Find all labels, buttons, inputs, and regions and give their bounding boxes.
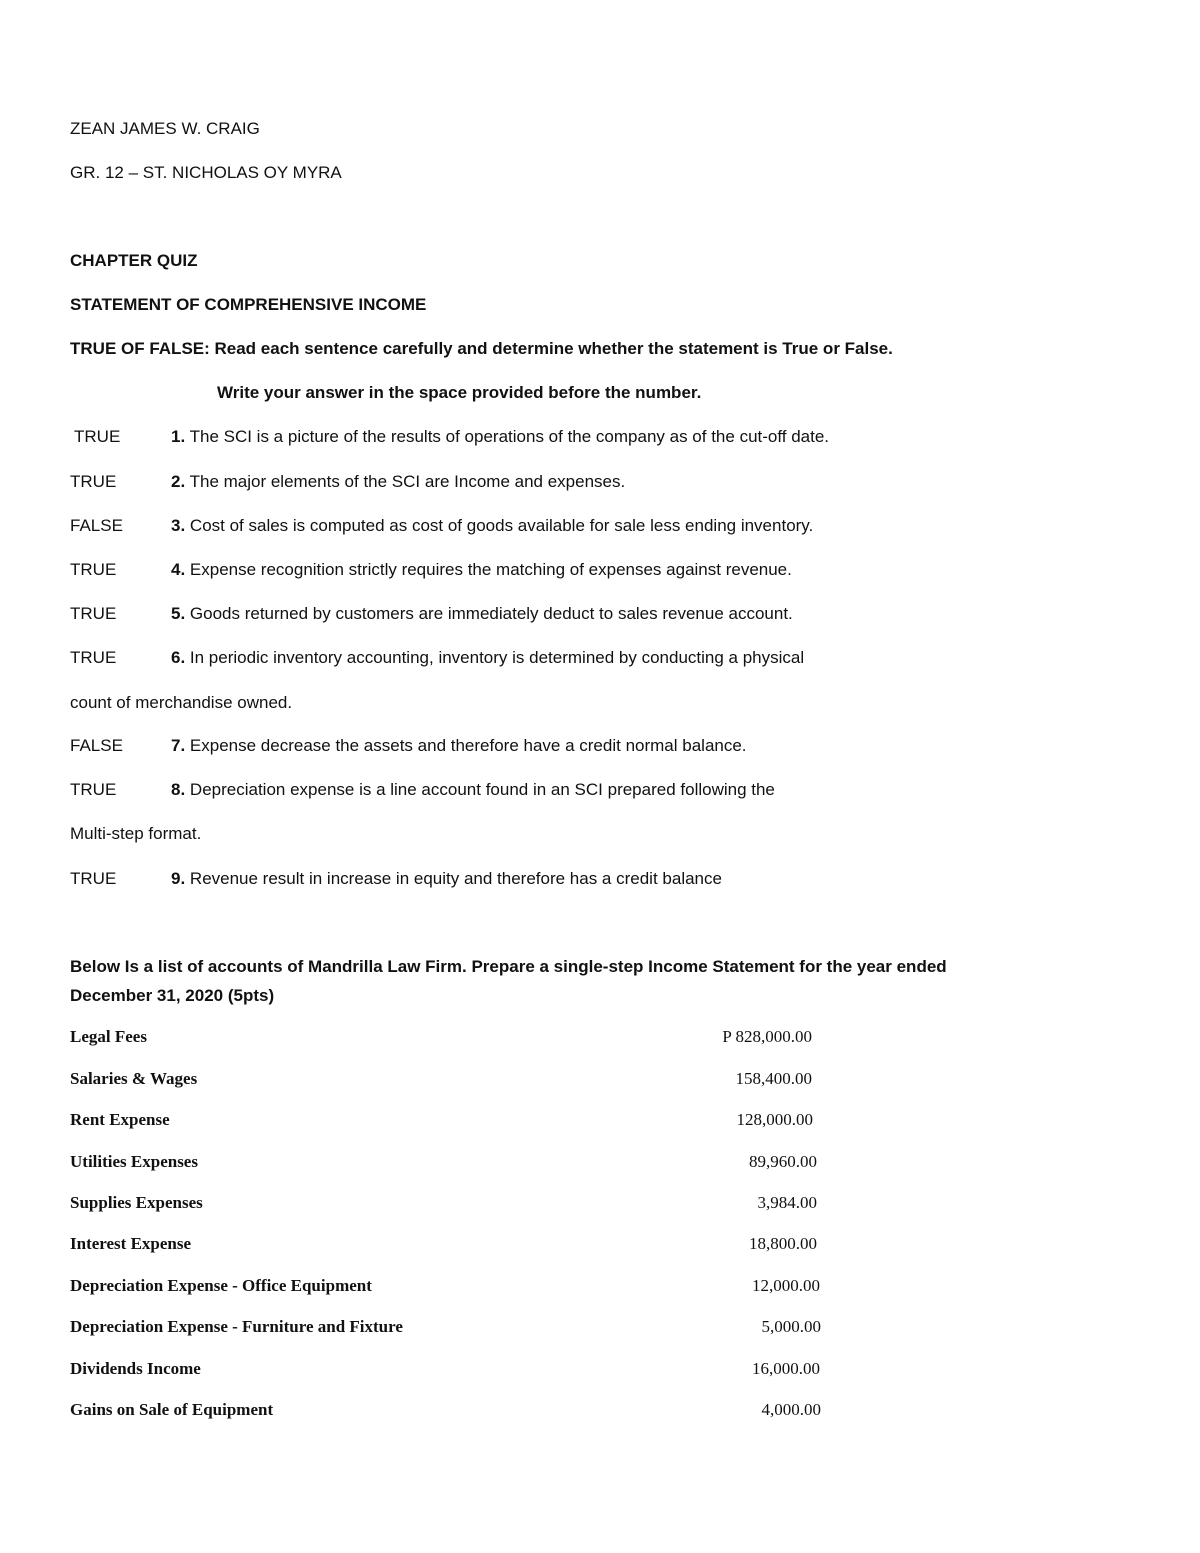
question-2	[171, 471, 625, 493]
problem-prompt-line-1: Below Is a list of accounts of Mandrilla Law Firm. Prepare a single-step Income Statement for the year ended	[70, 957, 947, 976]
topic-title: STATEMENT OF COMPREHENSIVE INCOME	[70, 295, 427, 314]
answer-5: TRUE	[70, 604, 117, 623]
question-number: 8.	[171, 780, 186, 799]
answer-3: FALSE	[70, 516, 123, 535]
question-number: 1.	[171, 427, 186, 446]
question-text: Expense decrease the assets and therefore have a credit normal balance.	[185, 736, 747, 755]
answer-4: TRUE	[70, 560, 117, 579]
answer-1: TRUE	[74, 427, 121, 446]
account-name: Legal Fees	[70, 1027, 147, 1046]
question-number: 9.	[171, 869, 186, 888]
account-amount: 5,000.00	[761, 1317, 821, 1336]
account-amount: 128,000.00	[736, 1110, 813, 1129]
question-text: Cost of sales is computed as cost of goods available for sale less ending inventory.	[185, 516, 814, 535]
account-amount: 18,800.00	[749, 1234, 817, 1253]
question-4	[171, 559, 792, 581]
instruction-line-2: Write your answer in the space provided before the number.	[217, 383, 702, 402]
question-text: Depreciation expense is a line account found in an SCI prepared following the	[185, 780, 775, 799]
question-number: 4.	[171, 560, 186, 579]
question-6	[171, 647, 804, 669]
account-name: Supplies Expenses	[70, 1193, 203, 1212]
problem-prompt-line-2: December 31, 2020 (5pts)	[70, 986, 275, 1005]
question-3	[171, 515, 813, 537]
question-7	[171, 735, 747, 757]
account-name: Interest Expense	[70, 1234, 192, 1253]
question-6-continuation: count of merchandise owned.	[70, 693, 293, 712]
question-number: 5.	[171, 604, 186, 623]
question-text: The SCI is a picture of the results of operations of the company as of the cut-off date.	[185, 427, 830, 446]
answer-7: FALSE	[70, 736, 123, 755]
account-amount: P 828,000.00	[722, 1027, 812, 1046]
student-name: ZEAN JAMES W. CRAIG	[70, 119, 260, 138]
account-amount: 4,000.00	[761, 1400, 821, 1419]
question-8-continuation: Multi-step format.	[70, 824, 202, 843]
account-name: Depreciation Expense - Furniture and Fixture	[70, 1317, 403, 1336]
chapter-title: CHAPTER QUIZ	[70, 251, 198, 270]
account-name: Rent Expense	[70, 1110, 170, 1129]
account-name: Utilities Expenses	[70, 1152, 198, 1171]
account-name: Depreciation Expense - Office Equipment	[70, 1276, 372, 1295]
answer-9: TRUE	[70, 869, 117, 888]
question-1	[171, 426, 829, 448]
account-amount: 3,984.00	[757, 1193, 817, 1212]
student-section: GR. 12 – ST. NICHOLAS OY MYRA	[70, 163, 342, 182]
question-text: Expense recognition strictly requires the matching of expenses against revenue.	[185, 560, 792, 579]
answer-6: TRUE	[70, 648, 117, 667]
question-number: 2.	[171, 472, 186, 491]
account-amount: 12,000.00	[752, 1276, 820, 1295]
account-amount: 158,400.00	[735, 1069, 812, 1088]
account-name: Dividends Income	[70, 1359, 201, 1378]
question-text: Goods returned by customers are immediately deduct to sales revenue account.	[185, 604, 793, 623]
account-name: Salaries & Wages	[70, 1069, 198, 1088]
question-8	[171, 779, 775, 801]
answer-2: TRUE	[70, 472, 117, 491]
question-text: Revenue result in increase in equity and therefore has a credit balance	[185, 869, 722, 888]
account-name: Gains on Sale of Equipment	[70, 1400, 274, 1419]
account-amount: 89,960.00	[749, 1152, 817, 1171]
question-text: In periodic inventory accounting, inventory is determined by conducting a physical	[185, 648, 805, 667]
question-text: The major elements of the SCI are Income and expenses.	[185, 472, 626, 491]
question-number: 7.	[171, 736, 186, 755]
instruction-line-1: TRUE OF FALSE: Read each sentence carefully and determine whether the statement is True or False.	[70, 339, 893, 358]
question-number: 3.	[171, 516, 186, 535]
question-5	[171, 603, 793, 625]
answer-8: TRUE	[70, 780, 117, 799]
question-number: 6.	[171, 648, 186, 667]
question-9	[171, 868, 722, 890]
account-amount: 16,000.00	[752, 1359, 820, 1378]
